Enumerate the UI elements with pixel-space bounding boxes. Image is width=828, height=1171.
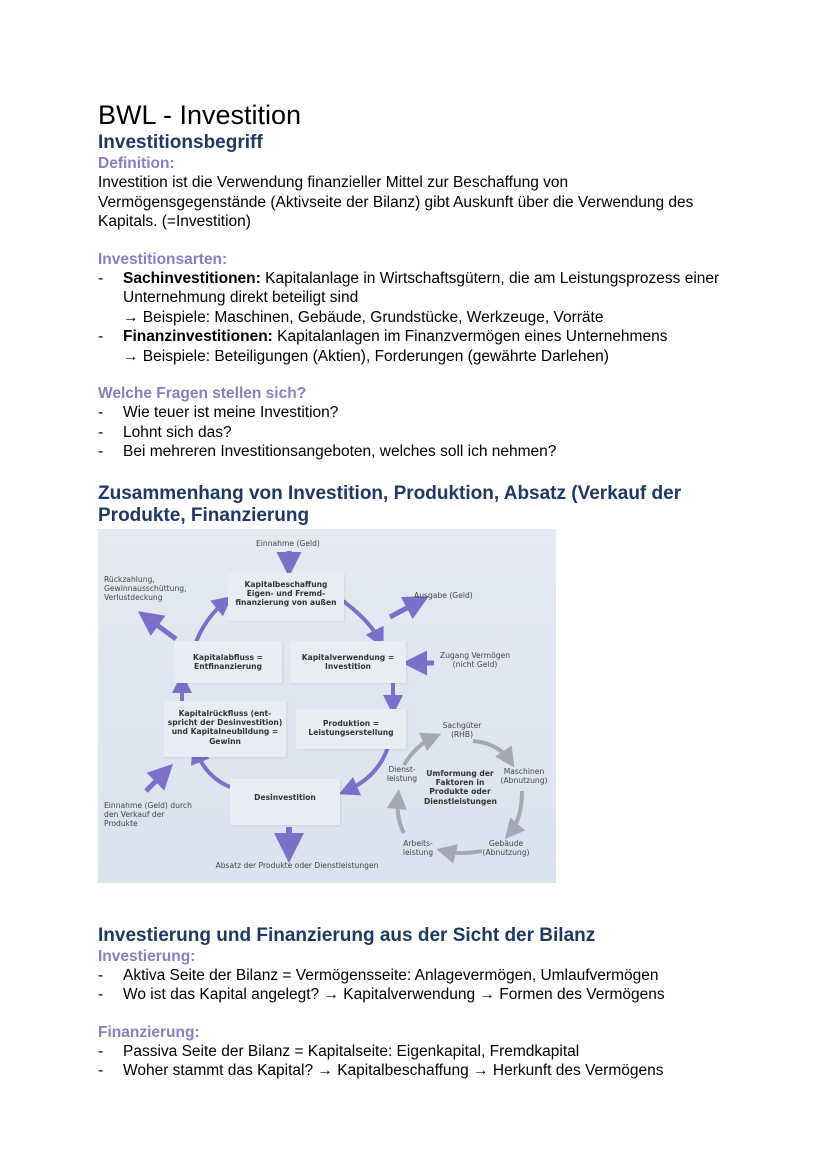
arrow-abfluss-beschaffung bbox=[196, 601, 226, 642]
arrow-einnahme-bottom bbox=[146, 771, 166, 791]
label-ausgabe: Ausgabe (Geld) bbox=[414, 590, 473, 600]
list-item: - Wo ist das Kapital angelegt? → Kapitalverwendung → Formen des Vermögens bbox=[98, 985, 738, 1005]
list-item: - Lohnt sich das? bbox=[98, 423, 738, 443]
list-item-term: Finanzinvestitionen: bbox=[123, 328, 273, 345]
arrow-sachgueter-maschinen bbox=[473, 741, 510, 761]
text-kapitalverwendung: Kapitalverwendung = Investition bbox=[301, 652, 395, 671]
list-item: - Aktiva Seite der Bilanz = Vermögensseite: Anlagevermögen, Umlaufvermögen bbox=[98, 966, 738, 986]
text-kapitalbeschaffung: Kapitalbeschaffung Eigen- und Fremd- finanzierung von außen bbox=[235, 579, 337, 608]
document-title: BWL - Investition bbox=[98, 100, 302, 130]
label-dienstleistung: Dienst- leistung bbox=[386, 764, 418, 783]
arrow-dienst-sachgueter bbox=[404, 737, 434, 765]
list-item-text: Kapitalanlagen im Finanzvermögen eines Unternehmens bbox=[272, 328, 668, 345]
arrow-arbeit-dienst bbox=[398, 797, 404, 833]
list-item: - Bei mehreren Investitionsangeboten, welches soll ich nehmen? bbox=[98, 442, 738, 462]
text-umformung: Umformung der Faktoren in Produkte oder Dienstleistungen bbox=[424, 768, 497, 806]
list-item: - Passiva Seite der Bilanz = Kapitalseite: Eigenkapital, Fremdkapital bbox=[98, 1042, 738, 1062]
list-item: - Wie teuer ist meine Investition? bbox=[98, 403, 738, 423]
kreislauf-diagram bbox=[98, 529, 556, 883]
definition-text: Investition ist die Verwendung finanzieller Mittel zur Beschaffung von Vermögensgegenstände (Aktivseite der Bilanz) gibt Auskunft über die Verwendung des Kapitals. (=Investition) bbox=[98, 174, 694, 230]
list-item bbox=[98, 269, 738, 328]
text-kapitalrueckfluss: Kapitalrückfluss (ent- spricht der Desinvestition) und Kapitalneubildung = Gewinn bbox=[167, 708, 283, 746]
arrow-beschaffung-verwendung bbox=[343, 601, 380, 641]
section-heading-zusammenhang: Zusammenhang von Investition, Produktion, Absatz (Verkauf der Produkte, Finanzierung bbox=[98, 482, 682, 526]
label-rueckzahlung: Rückzahlung, Gewinnausschüttung, Verlustdeckung bbox=[104, 574, 187, 603]
section-heading-bilanz: Investierung und Finanzierung aus der Sicht der Bilanz bbox=[98, 924, 596, 946]
list-item bbox=[98, 327, 738, 366]
list-item-example: → Beispiele: Maschinen, Gebäude, Grundstücke, Werkzeuge, Vorräte bbox=[123, 308, 604, 326]
investitionsarten-list bbox=[98, 269, 738, 367]
arrow-ausgabe bbox=[390, 601, 420, 617]
section-heading-investitionsbegriff: Investitionsbegriff bbox=[98, 132, 263, 153]
list-item-text: Kapitalanlage in Wirtschaftsgütern, die am Leistungsprozess einer Unternehmung direkt beteiligt sind bbox=[123, 269, 720, 306]
text-produktion: Produktion = Leistungserstellung bbox=[308, 718, 394, 737]
arrow-maschinen-gebaeude bbox=[510, 791, 522, 833]
label-arbeitsleistung: Arbeits- leistung bbox=[402, 838, 434, 857]
label-absatz: Absatz der Produkte oder Dienstleistungen bbox=[215, 860, 379, 870]
text-desinvestition: Desinvestition bbox=[254, 792, 316, 802]
text-kapitalabfluss: Kapitalabfluss = Entfinanzierung bbox=[192, 652, 264, 671]
fragen-list bbox=[98, 403, 738, 462]
label-sachgueter: Sachgüter (RHB) bbox=[442, 720, 482, 739]
finanzierung-list bbox=[98, 1042, 738, 1081]
fragen-label: Welche Fragen stellen sich? bbox=[98, 385, 307, 402]
label-zugang: Zugang Vermögen (nicht Geld) bbox=[439, 650, 511, 669]
finanzierung-label: Finanzierung: bbox=[98, 1023, 200, 1041]
list-item: - Woher stammt das Kapital? → Kapitalbeschaffung → Herkunft des Vermögens bbox=[98, 1061, 738, 1081]
label-einnahme-top: Einnahme (Geld) bbox=[256, 538, 320, 548]
label-maschinen: Maschinen (Abnutzung) bbox=[500, 766, 548, 785]
label-einnahme-bottom: Einnahme (Geld) durch den Verkauf der Produkte bbox=[104, 800, 192, 829]
investitionsarten-label: Investitionsarten: bbox=[98, 250, 228, 268]
arrow-rueckzahlung bbox=[146, 617, 176, 639]
investierung-label: Investierung: bbox=[98, 947, 196, 965]
list-item-example: → Beispiele: Beteiligungen (Aktien), Forderungen (gewährte Darlehen) bbox=[123, 347, 609, 365]
investierung-list bbox=[98, 966, 738, 1005]
list-item-term: Sachinvestitionen: bbox=[123, 269, 261, 287]
definition-label: Definition: bbox=[98, 155, 175, 172]
label-gebaeude: Gebäude (Abnutzung) bbox=[482, 838, 530, 857]
document-page bbox=[98, 98, 738, 1081]
